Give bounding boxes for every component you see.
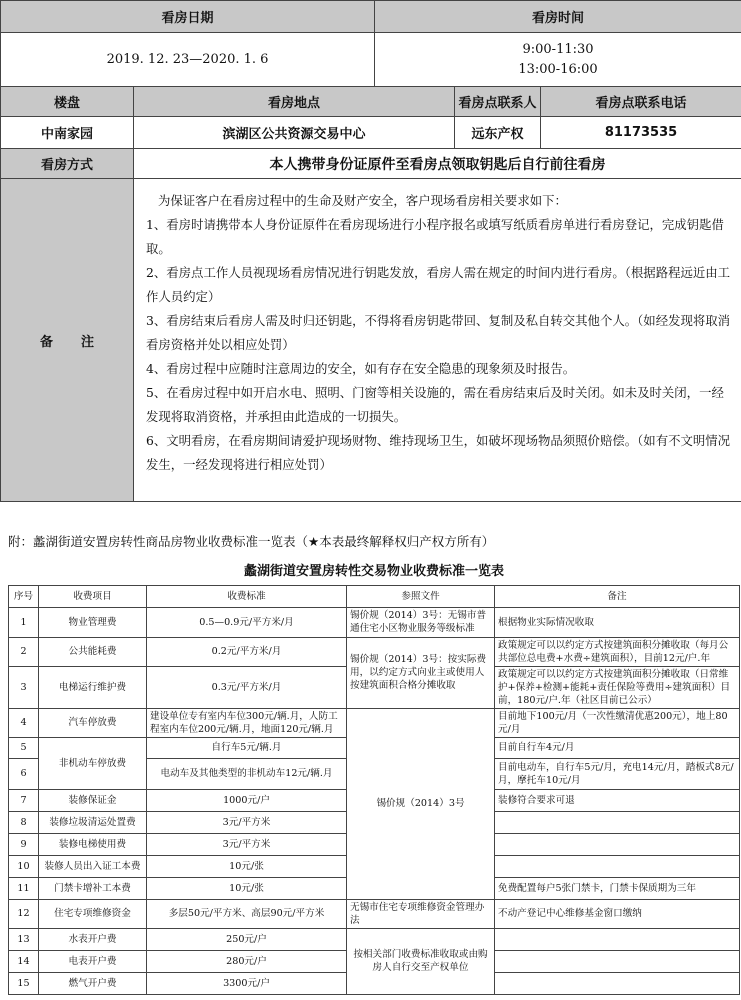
row-standard: 建设单位专有室内车位300元/辆.月，人防工程室内车位200元/辆.月，地面120元/辆.月 [147, 708, 347, 737]
col-header-item: 收费项目 [39, 585, 147, 607]
row-standard: 电动车及其他类型的非机动车12元/辆.月 [147, 758, 347, 789]
row-note: 政策规定可以以约定方式按建筑面积分摊收取（日常维护+保养+检测+能耗+责任保险等费用÷建筑面积）目前，180元/户.年（社区目前已公示） [495, 666, 740, 708]
row-standard: 0.5—0.9元/平方米/月 [147, 607, 347, 637]
row-note: 不动产登记中心维修基金窗口缴纳 [495, 899, 740, 928]
row-reference: 无锡市住宅专项维修资金管理办法 [347, 899, 495, 928]
row-no: 14 [9, 950, 39, 972]
col-header-no: 序号 [9, 585, 39, 607]
appendix-note: 附：蠡湖街道安置房转性商品房物业收费标准一览表（★本表最终解释权归产权方所有） [8, 534, 495, 549]
row-no: 2 [9, 637, 39, 666]
row-item: 门禁卡增补工本费 [39, 877, 147, 899]
row-item: 装修保证金 [39, 789, 147, 811]
row-standard: 10元/张 [147, 855, 347, 877]
row-no: 10 [9, 855, 39, 877]
estate-label: 楼盘 [1, 87, 134, 117]
row-reference: 锡价规（2014）3号：按实际费用，以约定方式向业主或使用人按建筑面积合格分摊收取 [347, 637, 495, 708]
viewing-date-label: 看房日期 [1, 1, 375, 33]
row-no: 4 [9, 708, 39, 737]
row-standard: 3300元/户 [147, 972, 347, 994]
row-note [495, 833, 740, 855]
row-no: 9 [9, 833, 39, 855]
method-label: 看房方式 [1, 149, 134, 179]
table-row [9, 899, 740, 928]
row-standard: 3元/平方米 [147, 833, 347, 855]
row-note [495, 972, 740, 994]
method-value: 本人携带身份证原件至看房点领取钥匙后自行前往看房 [134, 149, 741, 179]
row-item: 电表开户费 [39, 950, 147, 972]
remarks-item-2: 2、看房点工作人员视现场看房情况进行钥匙发放，看房人需在规定的时间内进行看房。（根据路程远近由工作人员约定） [146, 265, 731, 304]
viewing-time-value [375, 33, 741, 87]
row-no: 12 [9, 899, 39, 928]
row-note [495, 928, 740, 950]
row-standard: 0.3元/平方米/月 [147, 666, 347, 708]
remarks-item-5: 5、在看房过程中如开启水电、照明、门窗等相关设施的，需在看房结束后及时关闭。如未及时关闭，一经发现将取消资格，并承担由此造成的一切损失。 [146, 385, 724, 424]
row-standard: 多层50元/平方米、高层90元/平方米 [147, 899, 347, 928]
remarks-item-3: 3、看房结束后看房人需及时归还钥匙，不得将看房钥匙带回、复制及私自转交其他个人。（如经发现将取消看房资格并处以相应处罚） [146, 313, 731, 352]
row-no: 1 [9, 607, 39, 637]
row-item: 非机动车停放费 [39, 737, 147, 789]
row-no: 11 [9, 877, 39, 899]
row-reference: 按相关部门收费标准收取或由购房人自行交至产权单位 [347, 928, 495, 994]
remarks-item-4: 4、看房过程中应随时注意周边的安全，如有存在安全隐患的现象须及时报告。 [146, 361, 576, 376]
row-note: 目前地下100元/月（一次性缴清优惠200元），地上80元/月 [495, 708, 740, 737]
estate-value: 中南家园 [1, 117, 134, 149]
viewing-time-morning: 9:00-11:30 [522, 41, 594, 57]
row-reference: 锡价规（2014）3号 [347, 708, 495, 899]
row-note: 装修符合要求可退 [495, 789, 740, 811]
row-note [495, 811, 740, 833]
viewing-time-afternoon: 13:00-16:00 [518, 61, 598, 77]
row-no: 7 [9, 789, 39, 811]
row-item: 汽车停放费 [39, 708, 147, 737]
col-header-note: 备注 [495, 585, 740, 607]
row-item: 燃气开户费 [39, 972, 147, 994]
row-note: 目前电动车，自行车5元/月，充电14元/月，踏板式8元/月，摩托车10元/月 [495, 758, 740, 789]
row-standard: 250元/户 [147, 928, 347, 950]
phone-label: 看房点联系电话 [541, 87, 741, 117]
row-standard: 0.2元/平方米/月 [147, 637, 347, 666]
fee-standard-table [8, 559, 740, 995]
row-item: 装修人员出入证工本费 [39, 855, 147, 877]
row-note: 免费配置每户5张门禁卡，门禁卡保质期为三年 [495, 877, 740, 899]
row-no: 13 [9, 928, 39, 950]
table-row [9, 708, 740, 737]
row-note: 政策规定可以以约定方式按建筑面积分摊收取（每月公共部位总电费+水费÷建筑面积），目前12元/户.年 [495, 637, 740, 666]
row-note [495, 855, 740, 877]
col-header-standard: 收费标准 [147, 585, 347, 607]
phone-value: 81173535 [541, 117, 741, 149]
table-row [9, 928, 740, 950]
remarks-intro: 为保证客户在看房过程中的生命及财产安全，客户现场看房相关要求如下： [158, 193, 567, 208]
row-no: 6 [9, 758, 39, 789]
viewing-time-label: 看房时间 [375, 1, 741, 33]
row-item: 装修电梯使用费 [39, 833, 147, 855]
contact-value: 远东产权 [455, 117, 541, 149]
row-no: 5 [9, 737, 39, 758]
row-item: 水表开户费 [39, 928, 147, 950]
row-note [495, 950, 740, 972]
row-standard: 自行车5元/辆.月 [147, 737, 347, 758]
row-no: 8 [9, 811, 39, 833]
fee-table-title: 蠡湖街道安置房转性交易物业收费标准一览表 [243, 564, 504, 580]
remarks-item-1: 1、看房时请携带本人身份证原件在看房现场进行小程序报名或填写纸质看房单进行看房登记，完成钥匙借取。 [146, 217, 724, 256]
row-item: 电梯运行维护费 [39, 666, 147, 708]
row-note: 根据物业实际情况收取 [495, 607, 740, 637]
remarks-item-6: 6、文明看房，在看房期间请爱护现场财物、维持现场卫生，如破坏现场物品须照价赔偿。（如有不文明情况发生，一经发现将进行相应处罚） [146, 433, 731, 472]
location-label: 看房地点 [134, 87, 455, 117]
table-row [9, 637, 740, 666]
row-standard: 1000元/户 [147, 789, 347, 811]
row-standard: 3元/平方米 [147, 811, 347, 833]
location-value: 滨湖区公共资源交易中心 [134, 117, 455, 149]
row-reference: 锡价规（2014）3号：无锡市普通住宅小区物业服务等级标准 [347, 607, 495, 637]
viewing-date-value: 2019. 12. 23—2020. 1. 6 [1, 33, 375, 87]
contact-label: 看房点联系人 [455, 87, 541, 117]
row-no: 3 [9, 666, 39, 708]
row-item: 装修垃圾清运处置费 [39, 811, 147, 833]
row-item: 公共能耗费 [39, 637, 147, 666]
row-note: 目前自行车4元/月 [495, 737, 740, 758]
col-header-reference: 参照文件 [347, 585, 495, 607]
row-standard: 280元/户 [147, 950, 347, 972]
row-no: 15 [9, 972, 39, 994]
row-item: 住宅专项维修资金 [39, 899, 147, 928]
remarks-content [134, 179, 741, 502]
row-item: 物业管理费 [39, 607, 147, 637]
row-standard: 10元/张 [147, 877, 347, 899]
table-row [9, 607, 740, 637]
remarks-label: 备注 [1, 179, 134, 502]
